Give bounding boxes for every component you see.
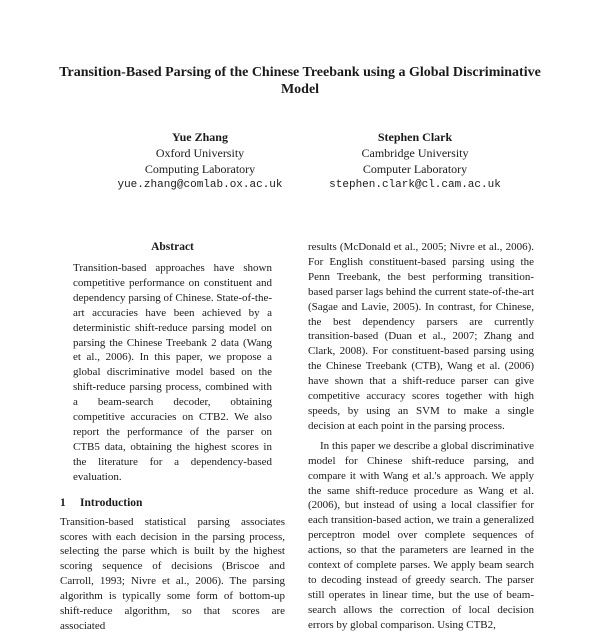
author-block-2 xyxy=(305,129,525,193)
author-name: Yue Zhang xyxy=(172,130,228,144)
right-column xyxy=(308,240,534,633)
author-department: Computer Laboratory xyxy=(362,162,468,176)
intro-paragraph-1: Transition-based statistical parsing associates scores with each decision in the parsing process, selecting the parse which is built by the highest scoring sequence of decisions (Briscoe and Carroll, 1993; Nivre et al., 2006). The parsing algorithm is typically some form of bottom-up shift-reduce algorithm, so that scores are associated xyxy=(60,515,285,632)
section-title: Introduction xyxy=(80,496,143,509)
section-number: 1 xyxy=(60,496,66,509)
body-paragraph-1: results (McDonald et al., 2005; Nivre et al., 2006). For English constituent-based parsing using the Penn Treebank, the best performing transition-based parser lags behind the current state-of-the-art (Sagae and Lavie, 2005). In contrast, for Chinese, the best dependency parsers are currently transition-based (Duan et al., 2007; Zhang and Clark, 2008). For constituent-based parsing using the Chinese Treebank (CTB), Wang et al. (2006) have shown that a shift-reduce parser can give competitive accuracy scores together with high speeds, by using an SVM to make a single decision at each point in the parsing process. xyxy=(308,241,535,432)
author-email: stephen.clark@cl.cam.ac.uk xyxy=(329,179,501,191)
abstract-text: Transition-based approaches have shown competitive performance on constituent and dependency parsing of Chinese. State-of-the-art accuracies have been achieved by a deterministic shift-reduce parsing model on parsing the Chinese Treebank 2 data (Wang et al., 2006). In this paper, we propose a global discriminative model based on the shift-reduce parsing process, combined with a beam-search decoder, obtaining competitive accuracies on CTB2. We also report the performance of the parser on CTB5 data, obtaining the highest scores in the literature for a dependency-based evaluation. xyxy=(73,262,272,483)
author-block-1 xyxy=(100,129,300,193)
left-column xyxy=(60,240,285,634)
paper-title: Transition-Based Parsing of the Chinese Treebank using a Global Discriminative Model xyxy=(59,65,541,97)
author-email: yue.zhang@comlab.ox.ac.uk xyxy=(117,179,283,191)
author-affiliation: Cambridge University xyxy=(361,146,469,160)
body-paragraph-2: In this paper we describe a global discriminative model for Chinese shift-reduce parsing, and compare it with Wang et al.'s approach. We apply the same shift-reduce procedure as Wang et al. (2006), but instead of using a local classifier for each transition-based action, we train a generalized perceptron model over complete sequences of actions, so that the parameters are learned in the context of complete parses. We apply beam search to decoding instead of greedy search. The parser still operates in linear time, but the use of beam-search allows the correction of local decision errors by global comparison. Using CTB2, xyxy=(308,439,534,631)
section-heading-introduction xyxy=(60,496,285,510)
abstract-heading: Abstract xyxy=(151,241,194,253)
author-name: Stephen Clark xyxy=(377,130,453,144)
author-affiliation: Oxford University xyxy=(155,146,245,160)
author-department: Computing Laboratory xyxy=(144,162,256,176)
